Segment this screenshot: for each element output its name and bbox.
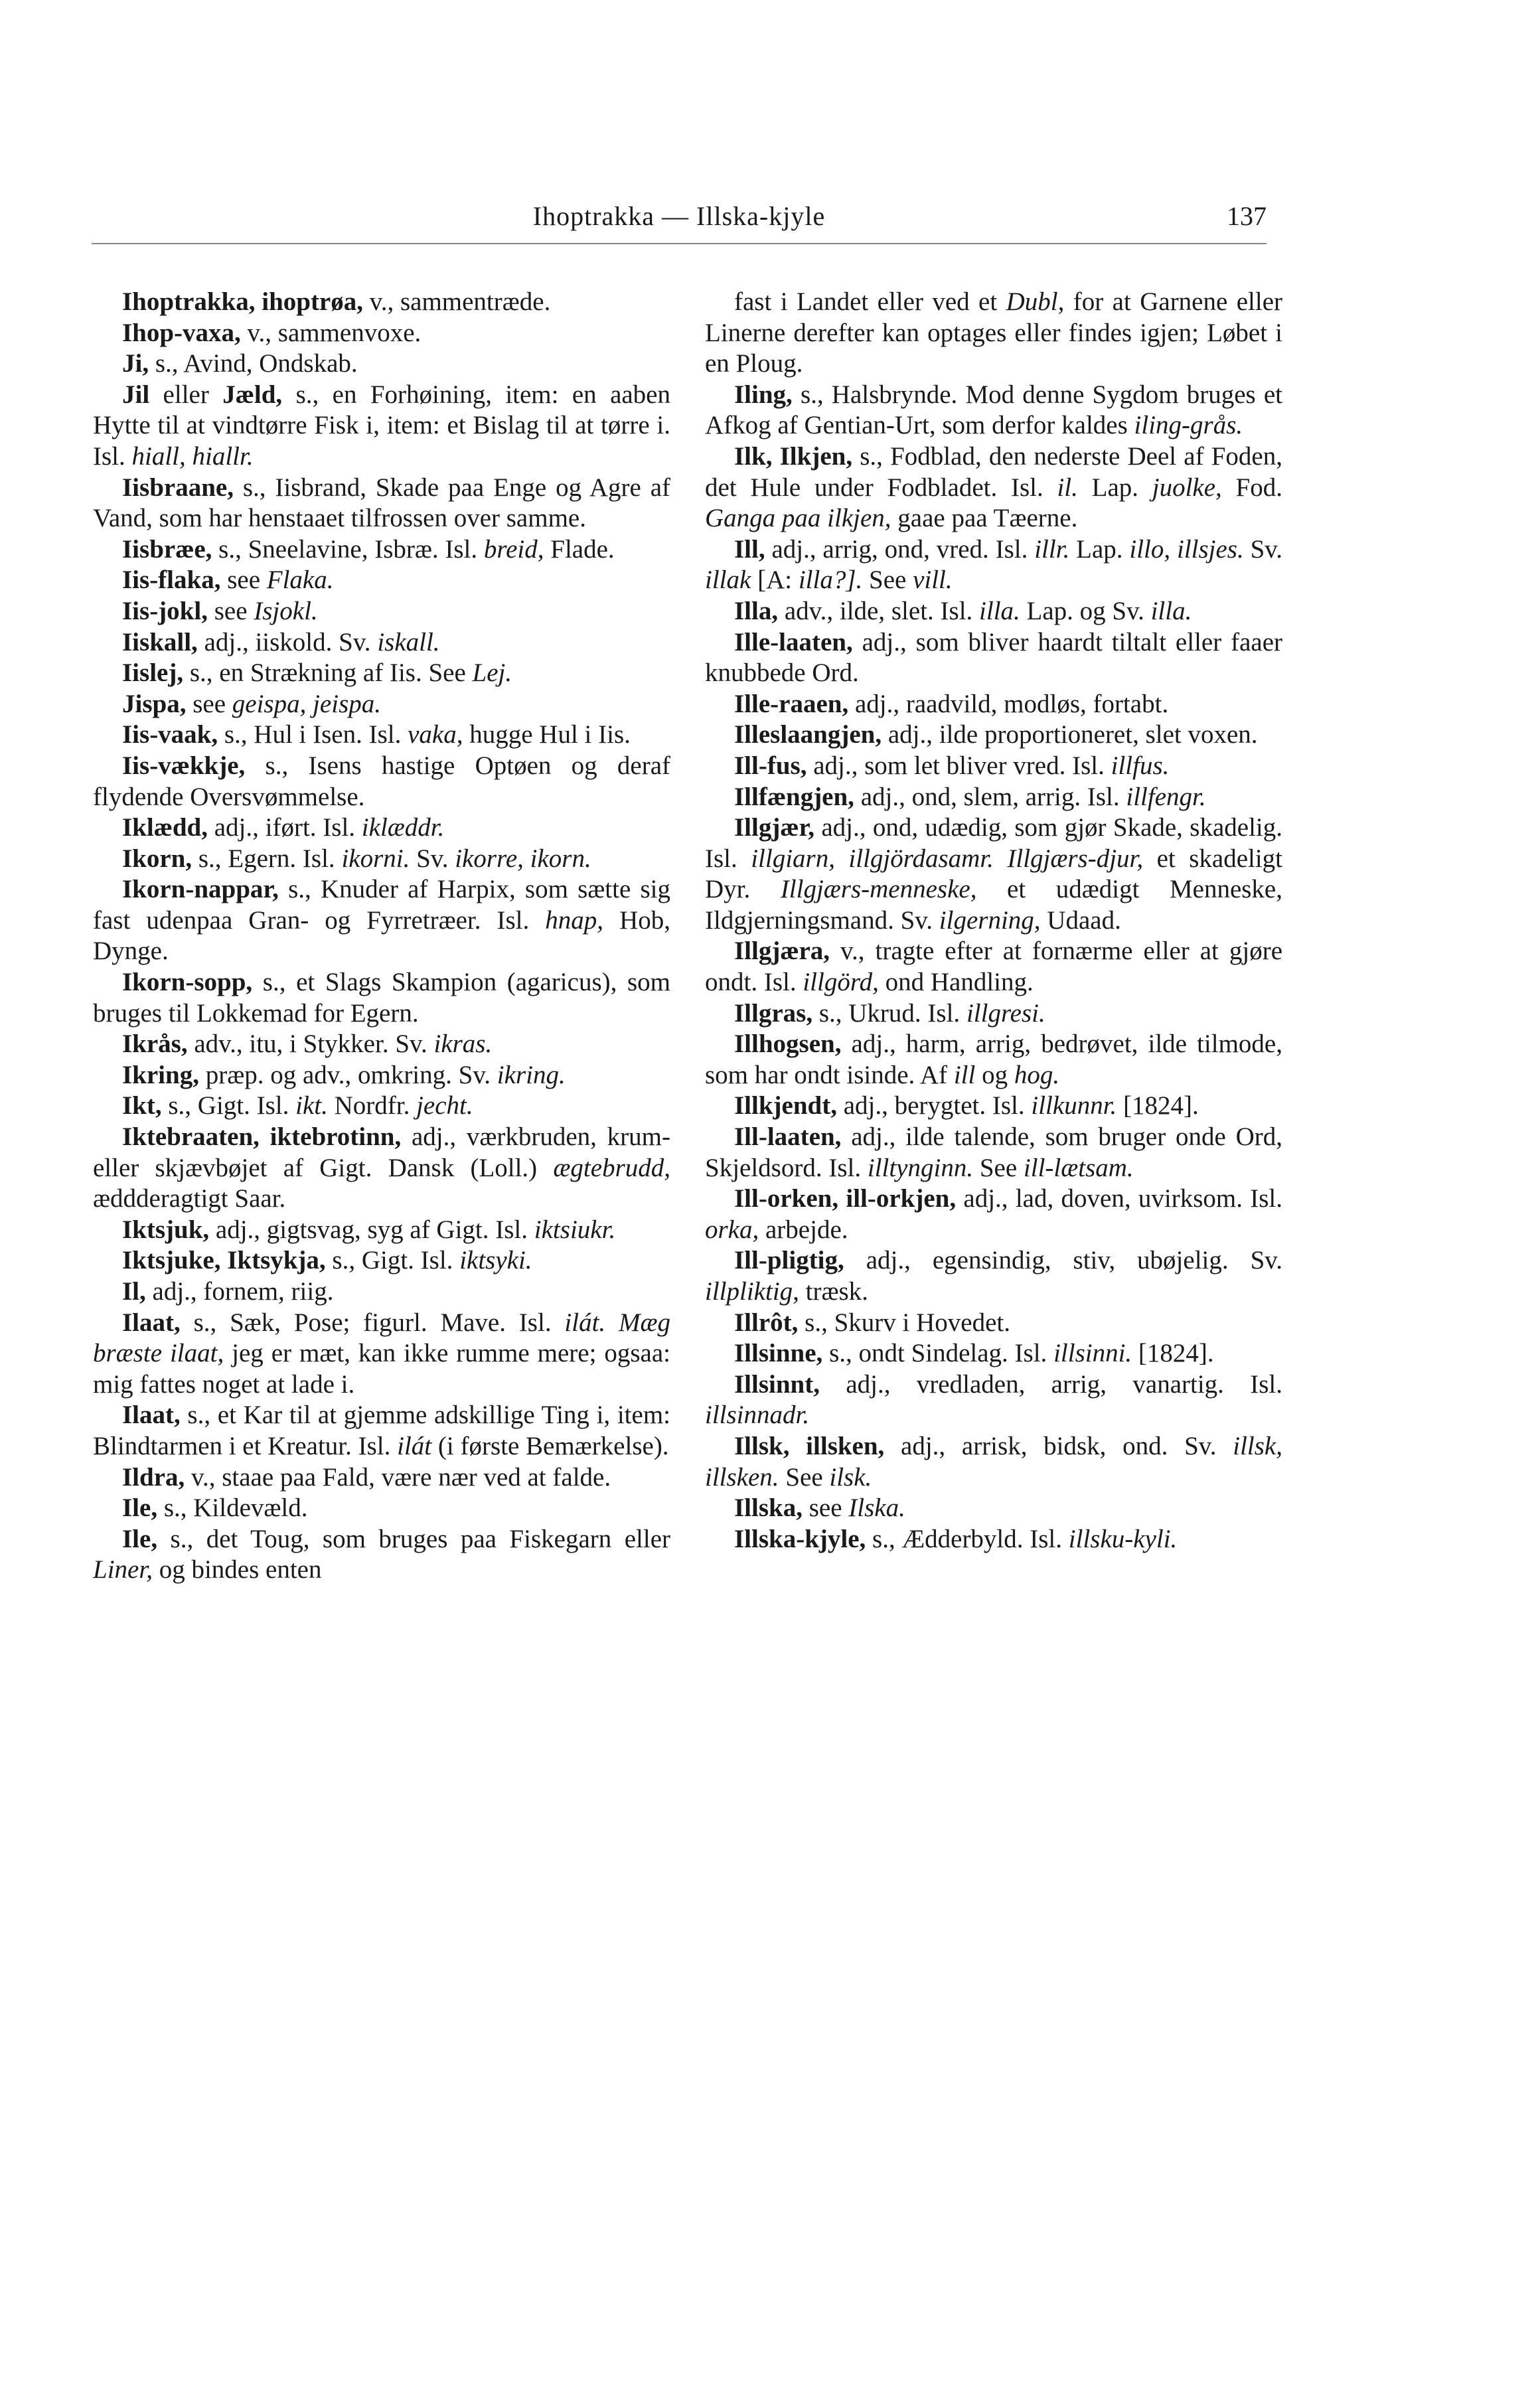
dictionary-entry	[93, 1462, 670, 1494]
definition-text: see	[186, 689, 232, 718]
definition-text: See	[779, 1462, 830, 1492]
dictionary-entry	[93, 473, 670, 534]
definition-text: adj., fornem, riig.	[145, 1277, 334, 1306]
definition-text: s., Ædderbyld. Isl.	[866, 1524, 1069, 1553]
italic-term: illfus.	[1111, 751, 1170, 780]
headword: Illfængjen,	[734, 782, 854, 811]
headword: Ikorn,	[122, 844, 193, 873]
italic-term: illo, illsjes.	[1129, 534, 1244, 564]
definition-text: v., tragte efter at fornærme eller at gjøre ondt. Isl.	[705, 937, 1282, 997]
italic-term: vill.	[913, 566, 953, 595]
italic-term: jecht.	[416, 1091, 473, 1120]
definition-text: s., Egern. Isl.	[192, 844, 342, 873]
definition-text: adj., egensindig, stiv, ubøjelig. Sv.	[844, 1246, 1282, 1275]
definition-text: s., et Kar til at gjemme adskillige Ting i, item: Blindtarmen i et Kreatur. Isl.	[93, 1401, 670, 1460]
definition-text: s., det Toug, som bruges paa Fiskegarn eller	[157, 1524, 670, 1553]
dictionary-entry	[705, 1431, 1282, 1493]
italic-term: iskall.	[377, 627, 440, 657]
dictionary-entry	[705, 751, 1282, 782]
headword: Ji,	[122, 349, 149, 378]
dictionary-entry	[93, 967, 670, 1029]
italic-term: illsinnadr.	[705, 1401, 810, 1430]
definition-text: og bindes enten	[152, 1555, 322, 1584]
definition-text: præp. og adv., omkring. Sv.	[198, 1060, 497, 1089]
dictionary-entry	[93, 1060, 670, 1091]
dictionary-entry	[93, 812, 670, 844]
definition-text: [1824].	[1132, 1339, 1214, 1368]
definition-text: gaae paa Tæerne.	[891, 504, 1078, 533]
dictionary-entry	[705, 1245, 1282, 1307]
definition-text: Hob, Dynge.	[93, 905, 670, 966]
definition-text: Sv.	[410, 844, 455, 873]
page-header	[92, 196, 1267, 236]
dictionary-entry	[93, 1308, 670, 1401]
definition-text: s., ondt Sindelag. Isl.	[822, 1339, 1054, 1368]
dictionary-entry	[705, 1524, 1282, 1555]
italic-term: illfengr.	[1126, 782, 1206, 811]
definition-text: adv., itu, i Stykker. Sv.	[187, 1030, 434, 1059]
italic-term: ilgerning,	[939, 905, 1041, 935]
italic-term: breid,	[483, 534, 544, 564]
headword: Iislej,	[122, 658, 184, 688]
italic-term: geispa, jeispa.	[232, 689, 381, 718]
headword: Iklædd,	[122, 813, 208, 842]
headword: Iktebraaten, iktebrotinn,	[122, 1122, 402, 1152]
headword: Jæld,	[222, 380, 283, 409]
definition-text: fast i Landet eller ved et	[734, 287, 1006, 316]
headword: Ille-raaen,	[734, 689, 849, 718]
italic-term: Isjokl.	[254, 596, 318, 625]
headword: Illhogsen,	[734, 1030, 842, 1059]
dictionary-entry	[705, 1338, 1282, 1369]
definition-text: adj., iført. Isl.	[208, 813, 362, 842]
headword: Ill-pligtig,	[734, 1246, 844, 1275]
definition-text: adj., ond, slem, arrig. Isl.	[854, 782, 1126, 811]
italic-term: Dubl,	[1006, 287, 1065, 316]
definition-text: æddderagtigt Saar.	[93, 1184, 286, 1213]
definition-text: og	[975, 1060, 1014, 1089]
italic-term: il.	[1057, 473, 1078, 502]
dictionary-entry	[93, 1524, 670, 1586]
definition-text: v., sammentræde.	[363, 287, 551, 316]
headword: Iktsjuke, Iktsykja,	[122, 1246, 326, 1275]
definition-text: s., Hul i Isen. Isl.	[218, 720, 408, 749]
definition-text: adj., ilde proportioneret, slet voxen.	[882, 720, 1258, 749]
definition-text: adj., vredladen, arrig, vanartig. Isl.	[819, 1369, 1282, 1399]
definition-text: adj., ond, udædig, som gjør Skade, skadelig. Isl.	[705, 813, 1282, 873]
headword: Illa,	[734, 596, 779, 625]
dictionary-entry	[93, 658, 670, 689]
definition-text: adj., ilde talende, som bruger onde Ord, Skjeldsord. Isl.	[705, 1122, 1282, 1182]
definition-text: adj., som bliver haardt tiltalt eller faaer knubbede Ord.	[705, 627, 1282, 688]
dictionary-entry	[705, 287, 1282, 380]
headword: Ikt,	[122, 1091, 162, 1120]
italic-term: illgiarn, illgjördasamr. Illgjærs-djur,	[751, 844, 1144, 873]
italic-term: illsk, illsken.	[705, 1431, 1282, 1492]
dictionary-entry	[93, 596, 670, 627]
definition-text: s., et Slags Skampion (agaricus), som bruges til Lokkemad for Egern.	[93, 968, 670, 1028]
definition-text: jeg er mæt, kan ikke rumme mere; ogsaa: mig fattes noget at lade i.	[93, 1339, 670, 1399]
definition-text: Lap. og Sv.	[1020, 596, 1151, 625]
definition-text: adj., raadvild, modløs, fortabt.	[848, 689, 1169, 718]
headword: Ikring,	[122, 1060, 199, 1089]
headword: Ihop-vaxa,	[122, 318, 241, 347]
headword: Ile,	[122, 1524, 158, 1553]
italic-term: iklæddr.	[361, 813, 445, 842]
italic-term: ikorni.	[341, 844, 410, 873]
definition-text: adj., værkbruden, krum- eller skjævbøjet af Gigt. Dansk (Loll.)	[93, 1122, 670, 1182]
italic-term: Illgjærs-menneske,	[780, 875, 977, 904]
definition-text: v., sammenvoxe.	[240, 318, 422, 347]
definition-text: s., Halsbrynde. Mod denne Sygdom bruges et Afkog af Gentian-Urt, som derfor kaldes	[705, 380, 1282, 440]
definition-text: adj., arrig, ond, vred. Isl.	[765, 534, 1035, 564]
definition-text: v., staae paa Fald, være nær ved at falde.	[185, 1462, 611, 1492]
definition-text: Lap.	[1069, 534, 1130, 564]
definition-text: adj., som let bliver vred. Isl.	[807, 751, 1111, 780]
dictionary-entry	[93, 751, 670, 812]
definition-text: Flade.	[544, 534, 615, 564]
definition-text: s., Avind, Ondskab.	[149, 349, 358, 378]
italic-term: iling-grås.	[1134, 411, 1243, 440]
dictionary-entry	[705, 534, 1282, 596]
headword: Iis-vækkje,	[122, 751, 246, 780]
italic-term: ill	[953, 1060, 976, 1089]
left-column	[93, 287, 670, 1586]
italic-term: orka,	[705, 1215, 759, 1244]
definition-text: Nordfr.	[327, 1091, 417, 1120]
dictionary-entry	[93, 1091, 670, 1122]
headword: Illgras,	[734, 998, 813, 1028]
headword: Illsk, illsken,	[734, 1431, 885, 1460]
dictionary-entry	[705, 782, 1282, 813]
italic-term: ikorre, ikorn.	[455, 844, 591, 873]
headword: Iisbræe,	[122, 534, 212, 564]
italic-term: Liner,	[93, 1555, 153, 1584]
definition-text: adj., berygtet. Isl.	[836, 1091, 1032, 1120]
headword: Illska,	[734, 1494, 803, 1523]
dictionary-entry	[705, 689, 1282, 720]
headword: Ikorn-nappar,	[122, 875, 279, 904]
dictionary-entry	[93, 1400, 670, 1462]
italic-term: hog.	[1014, 1060, 1060, 1089]
italic-term: illsinni.	[1053, 1339, 1132, 1368]
headword: Ilk, Ilkjen,	[734, 441, 853, 471]
italic-term: illsku-kyli.	[1068, 1524, 1178, 1553]
definition-text: et udædigt Menneske, Ildgjerningsmand. Sv.	[705, 875, 1282, 935]
definition-text: for at Garnene eller Linerne derefter kan optages eller findes igjen; Løbet i en Ploug.	[705, 287, 1282, 378]
italic-term: illpliktig,	[705, 1277, 799, 1306]
definition-text: see	[802, 1494, 849, 1523]
dictionary-entry	[93, 1215, 670, 1246]
definition-text: adj., gigtsvag, syg af Gigt. Isl.	[209, 1215, 534, 1244]
definition-text: s., Skurv i Hovedet.	[798, 1308, 1010, 1337]
italic-term: iktsyki.	[459, 1246, 532, 1275]
headword: Ikrås,	[122, 1030, 188, 1059]
definition-text: (i første Bemærkelse).	[431, 1431, 669, 1460]
italic-term: illr.	[1034, 534, 1070, 564]
headword: Ilaat,	[122, 1308, 181, 1337]
dictionary-entry	[93, 1493, 670, 1524]
headword: Ill-laaten,	[734, 1122, 842, 1152]
dictionary-entry	[93, 844, 670, 875]
headword: Illsinne,	[734, 1339, 823, 1368]
definition-text: s., Kildevæld.	[157, 1494, 308, 1523]
definition-text: see	[220, 566, 267, 595]
italic-term: juolke,	[1152, 473, 1222, 502]
headword: Iktsjuk,	[122, 1215, 210, 1244]
definition-text: see	[207, 596, 254, 625]
definition-text: adj., iiskold. Sv.	[197, 627, 378, 657]
definition-text: s., Gigt. Isl.	[161, 1091, 296, 1120]
dictionary-entry	[93, 534, 670, 566]
dictionary-entry	[93, 720, 670, 751]
definition-text: s., Ukrud. Isl.	[812, 998, 966, 1028]
definition-text: adj., harm, arrig, bedrøvet, ilde tilmode, som har ondt isinde. Af	[705, 1030, 1282, 1089]
dictionary-entry	[93, 565, 670, 596]
right-column	[705, 287, 1282, 1555]
italic-term: ilsk.	[829, 1462, 872, 1492]
dictionary-entry	[93, 689, 670, 720]
definition-text: s., Knuder af Harpix, som sætte sig fast udenpaa Gran- og Fyrretræer. Isl.	[93, 875, 670, 935]
headword: Illska-kjyle,	[734, 1524, 866, 1553]
headword: Iis-flaka,	[122, 566, 221, 595]
definition-text: s., Fodblad, den nederste Deel af Foden, det Hule under Fodbladet. Isl.	[705, 441, 1282, 502]
dictionary-entry	[93, 318, 670, 349]
dictionary-entry	[93, 348, 670, 380]
definition-text: [1824].	[1116, 1091, 1199, 1120]
dictionary-entry	[705, 998, 1282, 1030]
italic-term: illkunnr.	[1031, 1091, 1117, 1120]
italic-term: Flaka.	[266, 566, 334, 595]
definition-text: arbejde.	[759, 1215, 848, 1244]
italic-term: ilát. Mæg bræste ilaat,	[93, 1308, 670, 1368]
definition-text: Sv.	[1243, 534, 1282, 564]
definition-text: Fod.	[1221, 473, 1282, 502]
page-number: 137	[1227, 201, 1267, 231]
dictionary-entry	[705, 1184, 1282, 1245]
definition-text: See	[862, 566, 913, 595]
dictionary-entry	[705, 1493, 1282, 1524]
headword: Jispa,	[122, 689, 187, 718]
definition-text: [A:	[751, 566, 799, 595]
definition-text: Lap.	[1077, 473, 1152, 502]
definition-text: træsk.	[799, 1277, 868, 1306]
definition-text: s., en Forhøining, item: en aaben Hytte til at vindtørre Fisk i, item: et Bislag til at tørre i. Isl.	[93, 380, 670, 471]
headword: Illeslaangjen,	[734, 720, 882, 749]
definition-text: adj., arrisk, bidsk, ond. Sv.	[884, 1431, 1233, 1460]
definition-text: et skadeligt Dyr.	[705, 844, 1283, 904]
definition-text: adj., lad, doven, uvirksom. Isl.	[956, 1184, 1282, 1213]
dictionary-entry	[705, 936, 1282, 998]
headword: Illgjær,	[734, 813, 814, 842]
dictionary-entry	[705, 596, 1282, 627]
dictionary-entry	[93, 1122, 670, 1215]
running-head: Ihoptrakka — Illska-kjyle	[532, 201, 826, 231]
headword: Ilaat,	[122, 1401, 181, 1430]
italic-term: ægtebrudd,	[553, 1153, 670, 1182]
definition-text: s., Isens hastige Optøen og deraf flydende Oversvømmelse.	[93, 751, 670, 811]
headword: Iis-jokl,	[122, 596, 208, 625]
italic-term: ikt.	[295, 1091, 328, 1120]
dictionary-entry	[93, 627, 670, 658]
dictionary-entry	[705, 1091, 1282, 1122]
italic-term: illa?].	[798, 566, 863, 595]
italic-term: illgresi.	[966, 998, 1045, 1028]
dictionary-entry	[93, 874, 670, 967]
dictionary-entry	[93, 1245, 670, 1276]
italic-term: illa.	[979, 596, 1020, 625]
italic-term: ilát	[397, 1431, 432, 1460]
italic-term: Ilska.	[848, 1494, 905, 1523]
headword: Illrôt,	[734, 1308, 799, 1337]
italic-term: ill-lætsam.	[1023, 1153, 1134, 1182]
dictionary-entry	[705, 1369, 1282, 1431]
dictionary-entry	[705, 720, 1282, 751]
italic-term: ikring.	[497, 1060, 566, 1089]
italic-term: illtynginn.	[867, 1153, 974, 1182]
italic-term: Ganga paa ilkjen,	[705, 504, 891, 533]
italic-term: illa.	[1150, 596, 1192, 625]
dictionary-entry	[705, 812, 1282, 936]
dictionary-entry	[705, 627, 1282, 689]
italic-term: Lej.	[472, 658, 512, 688]
dictionary-entry	[93, 1029, 670, 1060]
italic-term: illak	[705, 566, 751, 595]
headword: Iisbraane,	[122, 473, 234, 502]
definition-text: ond Handling.	[878, 968, 1034, 997]
dictionary-entry	[705, 1122, 1282, 1184]
headword: Illkjendt,	[734, 1091, 837, 1120]
headword: Ildra,	[122, 1462, 185, 1492]
headword: Jil	[122, 380, 150, 409]
dictionary-entry	[93, 1276, 670, 1308]
definition-text: s., Iisbrand, Skade paa Enge og Agre af Vand, som har henstaaet tilfrossen over samme.	[93, 473, 670, 533]
definition-text: s., Gigt. Isl.	[325, 1246, 460, 1275]
dictionary-entry	[93, 380, 670, 473]
definition-text: eller	[149, 380, 223, 409]
italic-term: illgörd,	[803, 968, 879, 997]
dictionary-entry	[705, 380, 1282, 441]
header-rule	[92, 243, 1267, 244]
definition-text: hugge Hul i Iis.	[463, 720, 631, 749]
headword: Ill-fus,	[734, 751, 807, 780]
definition-text: s., en Strækning af Iis. See	[183, 658, 473, 688]
headword: Ikorn-sopp,	[122, 968, 253, 997]
definition-text: s., Sneelavine, Isbræ. Isl.	[212, 534, 484, 564]
headword: Iling,	[734, 380, 793, 409]
headword: Ihoptrakka, ihoptrøa,	[122, 287, 363, 316]
headword: Ill,	[734, 534, 765, 564]
headword: Iiskall,	[122, 627, 198, 657]
headword: Illgjæra,	[734, 937, 830, 966]
italic-term: hiall, hiallr.	[131, 441, 254, 471]
italic-term: iktsiukr.	[534, 1215, 616, 1244]
headword: Iis-vaak,	[122, 720, 218, 749]
headword: Illsinnt,	[734, 1369, 820, 1399]
definition-text: adv., ilde, slet. Isl.	[778, 596, 980, 625]
italic-term: hnap,	[545, 905, 604, 935]
headword: Il,	[122, 1277, 146, 1306]
headword: Ill-orken, ill-orkjen,	[734, 1184, 957, 1213]
dictionary-entry	[705, 1029, 1282, 1091]
headword: Ile,	[122, 1494, 158, 1523]
italic-term: ikras.	[433, 1030, 493, 1059]
dictionary-entry	[705, 441, 1282, 534]
dictionary-entry	[93, 287, 670, 318]
dictionary-entry	[705, 1308, 1282, 1339]
headword: Ille-laaten,	[734, 627, 853, 657]
definition-text: See	[973, 1153, 1024, 1182]
definition-text: s., Sæk, Pose; figurl. Mave. Isl.	[180, 1308, 565, 1337]
italic-term: vaka,	[408, 720, 463, 749]
definition-text: Udaad.	[1040, 905, 1121, 935]
